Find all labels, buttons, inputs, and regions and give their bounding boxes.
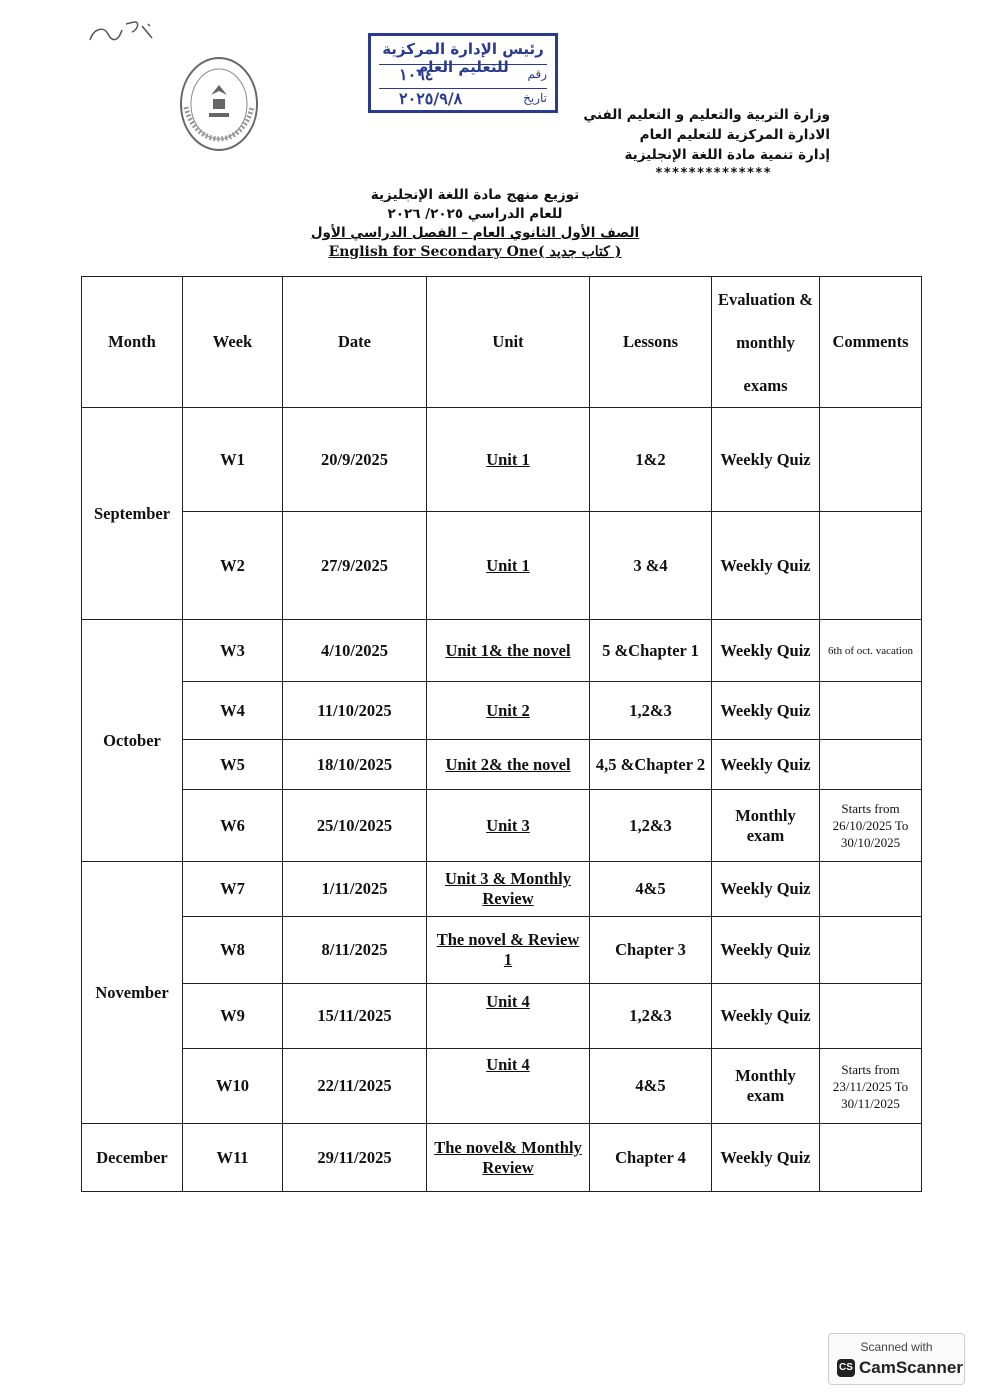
month-cell: December — [82, 1124, 183, 1192]
stamp-number-value: ١٠٦٤ — [399, 65, 434, 84]
date-cell: 25/10/2025 — [283, 790, 427, 862]
date-cell: 11/10/2025 — [283, 682, 427, 740]
unit-cell — [427, 1124, 590, 1192]
date-cell: 4/10/2025 — [283, 620, 427, 682]
lessons-cell: 1,2&3 — [590, 682, 712, 740]
table-row — [82, 408, 922, 512]
unit-cell — [427, 1049, 590, 1124]
table-row — [82, 740, 922, 790]
week-cell: W5 — [183, 740, 283, 790]
week-cell: W3 — [183, 620, 283, 682]
evaluation-cell: Weekly Quiz — [712, 917, 820, 984]
unit-cell — [427, 408, 590, 512]
stamp-date-label: تاريخ — [523, 91, 547, 105]
unit-text: Unit 1 — [486, 555, 530, 575]
stamp-number-row — [379, 64, 547, 87]
date-cell: 1/11/2025 — [283, 862, 427, 917]
table-row — [82, 790, 922, 862]
watermark-line-1: Scanned with — [860, 1340, 933, 1354]
date-cell: 22/11/2025 — [283, 1049, 427, 1124]
week-cell: W7 — [183, 862, 283, 917]
unit-cell — [427, 790, 590, 862]
week-cell: W1 — [183, 408, 283, 512]
unit-cell — [427, 984, 590, 1049]
unit-text: Unit 4 — [486, 992, 530, 1011]
comment-cell — [820, 984, 922, 1049]
week-cell: W2 — [183, 512, 283, 620]
comment-cell: 6th of oct. vacation — [820, 620, 922, 682]
official-stamp — [368, 33, 558, 113]
unit-text: The novel & Review 1 — [436, 930, 580, 969]
header-lessons: Lessons — [590, 277, 712, 408]
stamp-date-value: ٢٠٢٥/٩/٨ — [399, 89, 463, 108]
header-week: Week — [183, 277, 283, 408]
lessons-cell: 4,5 &Chapter 2 — [590, 740, 712, 790]
table-row — [82, 1049, 922, 1124]
evaluation-cell: Weekly Quiz — [712, 620, 820, 682]
lessons-cell: 1,2&3 — [590, 984, 712, 1049]
date-cell: 20/9/2025 — [283, 408, 427, 512]
comment-cell — [820, 917, 922, 984]
handwritten-signature — [82, 16, 162, 48]
unit-cell — [427, 862, 590, 917]
evaluation-cell: Monthly exam — [712, 1049, 820, 1124]
unit-text: Unit 3 — [486, 815, 530, 835]
camscanner-watermark — [828, 1333, 965, 1385]
header-month: Month — [82, 277, 183, 408]
date-cell: 18/10/2025 — [283, 740, 427, 790]
ministry-seal-logo — [178, 55, 260, 153]
header-evaluation: Evaluation & monthly exams — [712, 277, 820, 408]
header-date: Date — [283, 277, 427, 408]
table-row — [82, 682, 922, 740]
title-line-2: للعام الدراسي ٢٠٢٥/ ٢٠٢٦ — [387, 206, 563, 222]
evaluation-cell: Weekly Quiz — [712, 682, 820, 740]
camscanner-logo-icon: CS — [837, 1359, 855, 1377]
evaluation-cell: Weekly Quiz — [712, 984, 820, 1049]
table-row — [82, 620, 922, 682]
lessons-cell: 4&5 — [590, 862, 712, 917]
unit-text: Unit 4 — [486, 1055, 530, 1074]
comment-cell: Starts from 23/11/2025 To 30/11/2025 — [820, 1049, 922, 1124]
evaluation-cell: Weekly Quiz — [712, 740, 820, 790]
stamp-title: رئيس الإدارة المركزية للتعليم العام — [382, 40, 544, 76]
month-cell: September — [82, 408, 183, 620]
title-line-1: توزيع منهج مادة اللغة الإنجليزية — [370, 187, 580, 203]
table-header-row — [82, 277, 922, 408]
stars-divider: ************** — [655, 166, 772, 181]
date-cell: 27/9/2025 — [283, 512, 427, 620]
table-row — [82, 917, 922, 984]
curriculum-plan-table — [81, 276, 922, 1192]
comment-cell: Starts from 26/10/2025 To 30/10/2025 — [820, 790, 922, 862]
table-row — [82, 1124, 922, 1192]
unit-text: Unit 2 — [486, 700, 530, 720]
unit-text: Unit 1 — [486, 449, 530, 469]
unit-cell — [427, 512, 590, 620]
week-cell: W10 — [183, 1049, 283, 1124]
date-cell: 8/11/2025 — [283, 917, 427, 984]
stamp-number-label: رقم — [527, 67, 547, 81]
comment-cell — [820, 862, 922, 917]
week-cell: W9 — [183, 984, 283, 1049]
lessons-cell: Chapter 4 — [590, 1124, 712, 1192]
week-cell: W4 — [183, 682, 283, 740]
unit-cell — [427, 740, 590, 790]
document-titles — [300, 186, 650, 262]
stamp-date-row — [379, 88, 547, 111]
title-line-4: English for Secondary One( كتاب جديد ) — [328, 244, 622, 260]
week-cell: W6 — [183, 790, 283, 862]
lessons-cell: 4&5 — [590, 1049, 712, 1124]
unit-text: Unit 1& the novel — [445, 640, 571, 660]
unit-text: Unit 2& the novel — [445, 754, 571, 774]
table-row — [82, 984, 922, 1049]
unit-cell — [427, 917, 590, 984]
ministry-line-3: إدارة تنمية مادة اللغة الإنجليزية — [624, 147, 830, 163]
unit-cell — [427, 682, 590, 740]
evaluation-cell: Weekly Quiz — [712, 1124, 820, 1192]
comment-cell — [820, 740, 922, 790]
week-cell: W8 — [183, 917, 283, 984]
unit-text: Unit 3 & Monthly Review — [444, 869, 572, 908]
header-comments: Comments — [820, 277, 922, 408]
evaluation-cell: Weekly Quiz — [712, 408, 820, 512]
comment-cell — [820, 408, 922, 512]
title-line-3: الصف الأول الثانوي العام – الفصل الدراسي الأول — [310, 225, 640, 241]
table-row — [82, 862, 922, 917]
comment-cell — [820, 512, 922, 620]
comment-cell — [820, 1124, 922, 1192]
date-cell: 15/11/2025 — [283, 984, 427, 1049]
ministry-line-2: الادارة المركزية للتعليم العام — [639, 127, 830, 143]
evaluation-cell: Weekly Quiz — [712, 512, 820, 620]
week-cell: W11 — [183, 1124, 283, 1192]
unit-cell — [427, 620, 590, 682]
lessons-cell: 1,2&3 — [590, 790, 712, 862]
ministry-line-1: وزارة التربية والتعليم و التعليم الفني — [583, 107, 830, 123]
comment-cell — [820, 682, 922, 740]
unit-text: The novel& Monthly Review — [434, 1137, 582, 1177]
evaluation-cell: Monthly exam — [712, 790, 820, 862]
lessons-cell: 1&2 — [590, 408, 712, 512]
ministry-header — [583, 105, 830, 165]
evaluation-cell: Weekly Quiz — [712, 862, 820, 917]
table-row — [82, 512, 922, 620]
header-unit: Unit — [427, 277, 590, 408]
month-cell: October — [82, 620, 183, 862]
watermark-line-2: CamScanner — [859, 1358, 963, 1377]
lessons-cell: 3 &4 — [590, 512, 712, 620]
lessons-cell: 5 &Chapter 1 — [590, 620, 712, 682]
month-cell: November — [82, 862, 183, 1124]
lessons-cell: Chapter 3 — [590, 917, 712, 984]
date-cell: 29/11/2025 — [283, 1124, 427, 1192]
